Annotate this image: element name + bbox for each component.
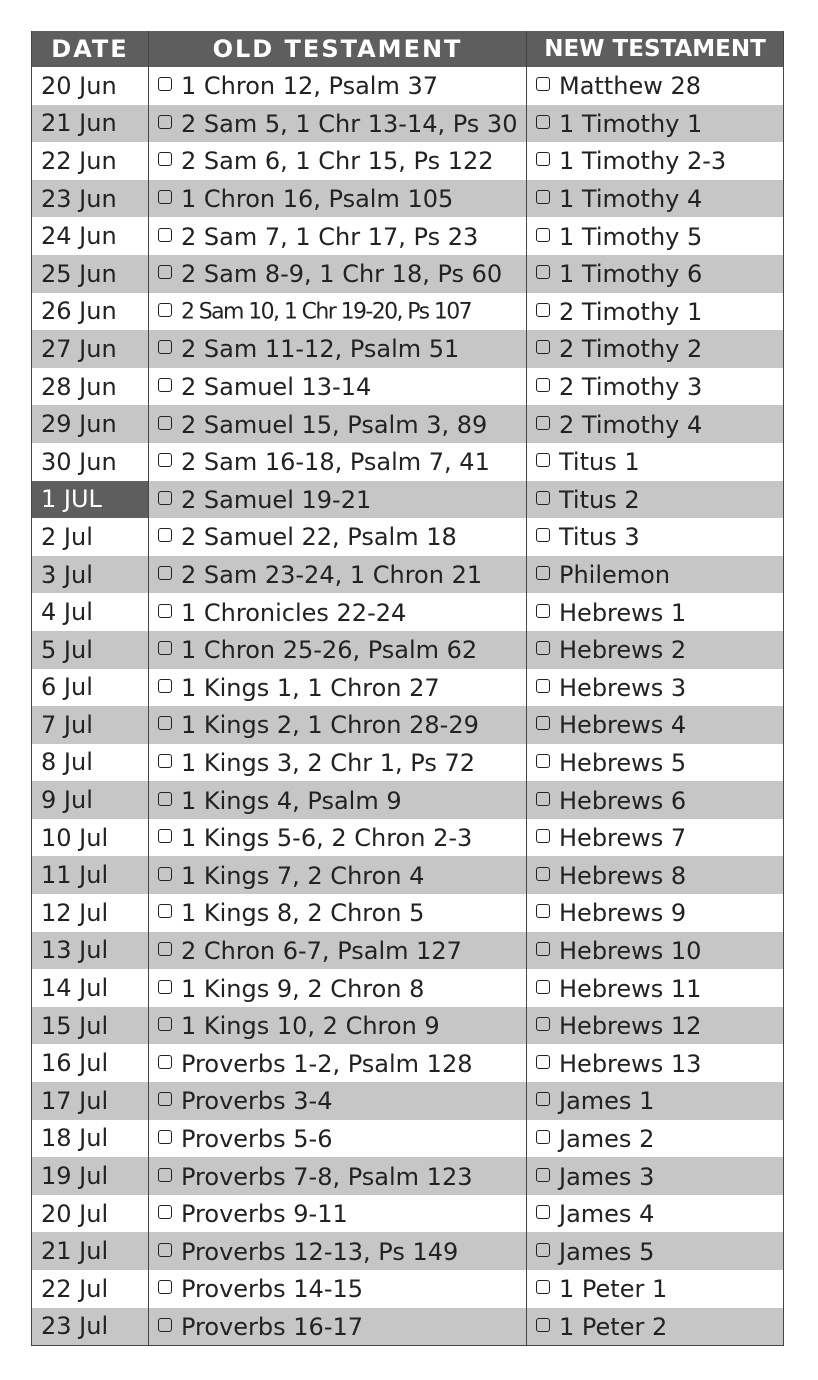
checkbox-icon[interactable] <box>536 792 550 806</box>
old-testament-cell <box>149 1195 527 1233</box>
new-testament-cell <box>527 142 784 180</box>
table-row <box>32 1308 784 1346</box>
date-cell: 4 Jul <box>32 593 149 631</box>
new-testament-reading: Hebrews 5 <box>559 748 687 777</box>
old-testament-cell <box>149 744 527 782</box>
checkbox-icon[interactable] <box>158 378 172 392</box>
old-testament-reading: 1 Kings 2, 1 Chron 28-29 <box>181 711 479 740</box>
checkbox-icon[interactable] <box>536 1205 550 1219</box>
new-testament-cell <box>527 180 784 218</box>
new-testament-cell <box>527 368 784 406</box>
date-cell: 24 Jun <box>32 217 149 255</box>
checkbox-icon[interactable] <box>536 641 550 655</box>
new-testament-cell <box>527 1157 784 1195</box>
checkbox-icon[interactable] <box>158 1243 172 1257</box>
new-testament-reading: Hebrews 11 <box>559 974 702 1003</box>
old-testament-reading: 1 Kings 3, 2 Chr 1, Ps 72 <box>181 748 476 777</box>
checkbox-icon[interactable] <box>158 152 172 166</box>
checkbox-icon[interactable] <box>536 190 550 204</box>
checkbox-icon[interactable] <box>158 679 172 693</box>
checkbox-icon[interactable] <box>158 754 172 768</box>
old-testament-reading: Proverbs 5-6 <box>181 1124 333 1153</box>
checkbox-icon[interactable] <box>536 566 550 580</box>
date-cell: 23 Jul <box>32 1308 149 1346</box>
checkbox-icon[interactable] <box>158 604 172 618</box>
date-cell: 21 Jun <box>32 105 149 143</box>
new-testament-cell <box>527 255 784 293</box>
table-row <box>32 706 784 744</box>
checkbox-icon[interactable] <box>536 604 550 618</box>
date-cell: 14 Jul <box>32 969 149 1007</box>
date-cell: 15 Jul <box>32 1007 149 1045</box>
checkbox-icon[interactable] <box>536 152 550 166</box>
date-cell: 12 Jul <box>32 894 149 932</box>
new-testament-reading: 2 Timothy 2 <box>559 335 703 364</box>
old-testament-reading: 2 Sam 6, 1 Chr 15, Ps 122 <box>181 147 494 176</box>
checkbox-icon[interactable] <box>536 1280 550 1294</box>
checkbox-icon[interactable] <box>536 754 550 768</box>
new-testament-reading: Titus 2 <box>559 485 640 514</box>
table-row <box>32 932 784 970</box>
new-testament-cell <box>527 744 784 782</box>
date-cell: 1 JUL <box>32 481 149 519</box>
new-testament-reading: 1 Timothy 5 <box>559 222 703 251</box>
checkbox-icon[interactable] <box>536 77 550 91</box>
date-cell: 30 Jun <box>32 443 149 481</box>
checkbox-icon[interactable] <box>536 491 550 505</box>
new-testament-reading: 1 Peter 1 <box>559 1275 668 1304</box>
date-cell: 11 Jul <box>32 856 149 894</box>
new-testament-reading: James 1 <box>559 1087 655 1116</box>
old-testament-cell <box>149 217 527 255</box>
new-testament-cell <box>527 1007 784 1045</box>
new-testament-reading: Hebrews 3 <box>559 673 687 702</box>
checkbox-icon[interactable] <box>536 904 550 918</box>
table-row <box>32 593 784 631</box>
new-testament-cell <box>527 481 784 519</box>
date-cell: 19 Jul <box>32 1157 149 1195</box>
old-testament-reading: 1 Kings 5-6, 2 Chron 2-3 <box>181 824 473 853</box>
old-testament-cell <box>149 1044 527 1082</box>
table-row <box>32 1232 784 1270</box>
checkbox-icon[interactable] <box>536 115 550 129</box>
table-row <box>32 368 784 406</box>
old-testament-cell <box>149 368 527 406</box>
date-cell: 16 Jul <box>32 1044 149 1082</box>
new-testament-reading: James 4 <box>559 1200 655 1229</box>
old-testament-cell <box>149 518 527 556</box>
new-testament-reading: Hebrews 12 <box>559 1012 702 1041</box>
new-testament-reading: Hebrews 6 <box>559 786 687 815</box>
table-row <box>32 405 784 443</box>
new-testament-cell <box>527 894 784 932</box>
checkbox-icon[interactable] <box>158 1130 172 1144</box>
table-row <box>32 481 784 519</box>
old-testament-reading: 2 Samuel 13-14 <box>181 373 372 402</box>
checkbox-icon[interactable] <box>536 528 550 542</box>
new-testament-reading: James 3 <box>559 1162 655 1191</box>
old-testament-reading: 2 Sam 10, 1 Chr 19-20, Ps 107 <box>181 299 472 325</box>
checkbox-icon[interactable] <box>158 190 172 204</box>
date-cell: 25 Jun <box>32 255 149 293</box>
table-row <box>32 443 784 481</box>
old-testament-reading: Proverbs 12-13, Ps 149 <box>181 1237 459 1266</box>
date-cell: 9 Jul <box>32 781 149 819</box>
table-row <box>32 105 784 143</box>
table-row <box>32 819 784 857</box>
date-cell: 17 Jul <box>32 1082 149 1120</box>
old-testament-cell <box>149 1007 527 1045</box>
table-row <box>32 142 784 180</box>
reading-plan-table <box>31 31 784 1346</box>
old-testament-cell <box>149 1120 527 1158</box>
checkbox-icon[interactable] <box>536 1017 550 1031</box>
old-testament-cell <box>149 969 527 1007</box>
old-testament-reading: 2 Sam 5, 1 Chr 13-14, Ps 30 <box>181 109 518 138</box>
checkbox-icon[interactable] <box>536 378 550 392</box>
table-row <box>32 1044 784 1082</box>
old-testament-reading: 2 Sam 7, 1 Chr 17, Ps 23 <box>181 222 479 251</box>
date-cell: 27 Jun <box>32 330 149 368</box>
old-testament-cell <box>149 255 527 293</box>
table-row <box>32 1270 784 1308</box>
date-cell: 10 Jul <box>32 819 149 857</box>
checkbox-icon[interactable] <box>158 491 172 505</box>
old-testament-cell <box>149 293 527 331</box>
checkbox-icon[interactable] <box>536 679 550 693</box>
old-testament-cell <box>149 706 527 744</box>
old-testament-reading: 1 Kings 7, 2 Chron 4 <box>181 861 425 890</box>
old-testament-reading: Proverbs 1-2, Psalm 128 <box>181 1049 473 1078</box>
checkbox-icon[interactable] <box>158 453 172 467</box>
old-testament-cell <box>149 556 527 594</box>
new-testament-reading: Titus 3 <box>559 523 640 552</box>
old-testament-reading: 1 Chron 25-26, Psalm 62 <box>181 636 478 665</box>
new-testament-cell <box>527 67 784 105</box>
checkbox-icon[interactable] <box>158 228 172 242</box>
table-row <box>32 293 784 331</box>
old-testament-cell <box>149 781 527 819</box>
old-testament-cell <box>149 1270 527 1308</box>
old-testament-reading: 2 Samuel 22, Psalm 18 <box>181 523 457 552</box>
table-row <box>32 1195 784 1233</box>
checkbox-icon[interactable] <box>536 980 550 994</box>
checkbox-icon[interactable] <box>158 792 172 806</box>
table-row <box>32 669 784 707</box>
old-testament-cell <box>149 669 527 707</box>
old-testament-cell <box>149 105 527 143</box>
table-row <box>32 969 784 1007</box>
reading-rows <box>32 67 784 1345</box>
table-row <box>32 1007 784 1045</box>
table-row <box>32 180 784 218</box>
date-cell: 21 Jul <box>32 1232 149 1270</box>
old-testament-reading: Proverbs 9-11 <box>181 1200 348 1229</box>
old-testament-cell <box>149 856 527 894</box>
old-testament-cell <box>149 894 527 932</box>
old-testament-reading: 2 Samuel 15, Psalm 3, 89 <box>181 410 488 439</box>
new-testament-reading: Hebrews 8 <box>559 861 687 890</box>
checkbox-icon[interactable] <box>158 1280 172 1294</box>
new-testament-cell <box>527 669 784 707</box>
new-testament-cell <box>527 405 784 443</box>
new-testament-cell <box>527 1195 784 1233</box>
table-row <box>32 1157 784 1195</box>
date-cell: 13 Jul <box>32 932 149 970</box>
new-testament-cell <box>527 1082 784 1120</box>
checkbox-icon[interactable] <box>158 566 172 580</box>
new-testament-cell <box>527 969 784 1007</box>
date-cell: 20 Jul <box>32 1195 149 1233</box>
old-testament-cell <box>149 1157 527 1195</box>
new-testament-cell <box>527 1270 784 1308</box>
new-testament-reading: James 5 <box>559 1237 655 1266</box>
checkbox-icon[interactable] <box>536 1055 550 1069</box>
date-cell: 23 Jun <box>32 180 149 218</box>
table-row <box>32 330 784 368</box>
new-testament-cell <box>527 330 784 368</box>
new-testament-cell <box>527 819 784 857</box>
new-testament-column-header: NEW TESTAMENT <box>527 31 784 67</box>
checkbox-icon[interactable] <box>158 1318 172 1332</box>
old-testament-cell <box>149 932 527 970</box>
checkbox-icon[interactable] <box>536 716 550 730</box>
checkbox-icon[interactable] <box>158 1055 172 1069</box>
old-testament-reading: 1 Kings 8, 2 Chron 5 <box>181 899 425 928</box>
old-testament-cell <box>149 443 527 481</box>
old-testament-reading: 2 Sam 8-9, 1 Chr 18, Ps 60 <box>181 260 503 289</box>
checkbox-icon[interactable] <box>158 1017 172 1031</box>
date-cell: 2 Jul <box>32 518 149 556</box>
checkbox-icon[interactable] <box>536 303 550 317</box>
old-testament-reading: 2 Sam 11-12, Psalm 51 <box>181 335 460 364</box>
checkbox-icon[interactable] <box>536 1092 550 1106</box>
date-cell: 28 Jun <box>32 368 149 406</box>
old-testament-cell <box>149 1232 527 1270</box>
new-testament-cell <box>527 1308 784 1346</box>
new-testament-reading: 2 Timothy 3 <box>559 373 703 402</box>
old-testament-reading: 1 Kings 4, Psalm 9 <box>181 786 402 815</box>
header-row <box>32 31 784 67</box>
old-testament-cell <box>149 330 527 368</box>
checkbox-icon[interactable] <box>158 867 172 881</box>
new-testament-reading: 1 Timothy 1 <box>559 109 703 138</box>
new-testament-reading: Hebrews 2 <box>559 636 687 665</box>
old-testament-cell <box>149 180 527 218</box>
new-testament-reading: Philemon <box>559 561 671 590</box>
checkbox-icon[interactable] <box>158 716 172 730</box>
date-cell: 6 Jul <box>32 669 149 707</box>
date-cell: 20 Jun <box>32 67 149 105</box>
old-testament-reading: 1 Chron 16, Psalm 105 <box>181 185 454 214</box>
checkbox-icon[interactable] <box>536 453 550 467</box>
new-testament-cell <box>527 781 784 819</box>
old-testament-reading: 2 Samuel 19-21 <box>181 485 372 514</box>
checkbox-icon[interactable] <box>158 942 172 956</box>
new-testament-cell <box>527 217 784 255</box>
checkbox-icon[interactable] <box>536 340 550 354</box>
new-testament-reading: 2 Timothy 1 <box>559 297 703 326</box>
old-testament-reading: 1 Kings 9, 2 Chron 8 <box>181 974 425 1003</box>
date-cell: 22 Jun <box>32 142 149 180</box>
date-column-header: DATE <box>32 31 149 67</box>
old-testament-cell <box>149 67 527 105</box>
checkbox-icon[interactable] <box>536 1243 550 1257</box>
table-row <box>32 856 784 894</box>
table-row <box>32 894 784 932</box>
date-cell: 29 Jun <box>32 405 149 443</box>
new-testament-reading: Hebrews 1 <box>559 598 687 627</box>
checkbox-icon[interactable] <box>158 303 172 317</box>
date-cell: 8 Jul <box>32 744 149 782</box>
checkbox-icon[interactable] <box>158 1205 172 1219</box>
new-testament-reading: 1 Timothy 2-3 <box>559 147 727 176</box>
date-cell: 3 Jul <box>32 556 149 594</box>
new-testament-cell <box>527 856 784 894</box>
old-testament-cell <box>149 405 527 443</box>
new-testament-cell <box>527 932 784 970</box>
table-row <box>32 744 784 782</box>
table-row <box>32 556 784 594</box>
old-testament-reading: 1 Kings 1, 1 Chron 27 <box>181 673 440 702</box>
new-testament-cell <box>527 706 784 744</box>
old-testament-column-header: OLD TESTAMENT <box>149 31 527 67</box>
checkbox-icon[interactable] <box>158 115 172 129</box>
new-testament-reading: Matthew 28 <box>559 72 702 101</box>
new-testament-cell <box>527 593 784 631</box>
new-testament-cell <box>527 443 784 481</box>
new-testament-reading: 1 Timothy 6 <box>559 260 703 289</box>
new-testament-cell <box>527 293 784 331</box>
new-testament-cell <box>527 105 784 143</box>
checkbox-icon[interactable] <box>158 829 172 843</box>
checkbox-icon[interactable] <box>158 416 172 430</box>
checkbox-icon[interactable] <box>158 340 172 354</box>
new-testament-reading: 1 Timothy 4 <box>559 185 703 214</box>
table-row <box>32 67 784 105</box>
checkbox-icon[interactable] <box>536 228 550 242</box>
new-testament-reading: 1 Peter 2 <box>559 1312 668 1341</box>
new-testament-reading: Hebrews 9 <box>559 899 687 928</box>
new-testament-reading: James 2 <box>559 1124 655 1153</box>
new-testament-reading: Hebrews 13 <box>559 1049 702 1078</box>
old-testament-reading: 2 Sam 16-18, Psalm 7, 41 <box>181 448 490 477</box>
checkbox-icon[interactable] <box>158 1168 172 1182</box>
old-testament-reading: Proverbs 14-15 <box>181 1275 364 1304</box>
checkbox-icon[interactable] <box>536 416 550 430</box>
new-testament-cell <box>527 518 784 556</box>
checkbox-icon[interactable] <box>158 641 172 655</box>
old-testament-cell <box>149 819 527 857</box>
table-row <box>32 217 784 255</box>
checkbox-icon[interactable] <box>158 528 172 542</box>
table-row <box>32 1120 784 1158</box>
date-cell: 5 Jul <box>32 631 149 669</box>
checkbox-icon[interactable] <box>158 980 172 994</box>
new-testament-reading: Hebrews 4 <box>559 711 687 740</box>
date-cell: 18 Jul <box>32 1120 149 1158</box>
table-row <box>32 631 784 669</box>
old-testament-cell <box>149 1082 527 1120</box>
date-cell: 7 Jul <box>32 706 149 744</box>
new-testament-cell <box>527 1044 784 1082</box>
checkbox-icon[interactable] <box>536 1130 550 1144</box>
checkbox-icon[interactable] <box>536 1318 550 1332</box>
old-testament-cell <box>149 631 527 669</box>
new-testament-reading: Hebrews 10 <box>559 936 702 965</box>
new-testament-cell <box>527 631 784 669</box>
old-testament-reading: Proverbs 7-8, Psalm 123 <box>181 1162 473 1191</box>
old-testament-cell <box>149 481 527 519</box>
old-testament-reading: 1 Kings 10, 2 Chron 9 <box>181 1012 440 1041</box>
old-testament-cell <box>149 593 527 631</box>
checkbox-icon[interactable] <box>158 265 172 279</box>
old-testament-cell <box>149 1308 527 1346</box>
checkbox-icon[interactable] <box>158 1092 172 1106</box>
checkbox-icon[interactable] <box>536 867 550 881</box>
checkbox-icon[interactable] <box>536 265 550 279</box>
checkbox-icon[interactable] <box>536 1168 550 1182</box>
old-testament-cell <box>149 142 527 180</box>
table-row <box>32 255 784 293</box>
date-cell: 26 Jun <box>32 293 149 331</box>
new-testament-cell <box>527 556 784 594</box>
new-testament-cell <box>527 1232 784 1270</box>
checkbox-icon[interactable] <box>158 904 172 918</box>
old-testament-reading: 1 Chronicles 22-24 <box>181 598 407 627</box>
table-row <box>32 781 784 819</box>
new-testament-cell <box>527 1120 784 1158</box>
new-testament-reading: Titus 1 <box>559 448 640 477</box>
old-testament-reading: 1 Chron 12, Psalm 37 <box>181 72 439 101</box>
table-row <box>32 1082 784 1120</box>
old-testament-reading: 2 Chron 6-7, Psalm 127 <box>181 936 462 965</box>
checkbox-icon[interactable] <box>158 77 172 91</box>
checkbox-icon[interactable] <box>536 942 550 956</box>
old-testament-reading: Proverbs 3-4 <box>181 1087 333 1116</box>
new-testament-reading: 2 Timothy 4 <box>559 410 703 439</box>
old-testament-reading: Proverbs 16-17 <box>181 1312 364 1341</box>
date-cell: 22 Jul <box>32 1270 149 1308</box>
old-testament-reading: 2 Sam 23-24, 1 Chron 21 <box>181 561 483 590</box>
checkbox-icon[interactable] <box>536 829 550 843</box>
new-testament-reading: Hebrews 7 <box>559 824 687 853</box>
table-row <box>32 518 784 556</box>
